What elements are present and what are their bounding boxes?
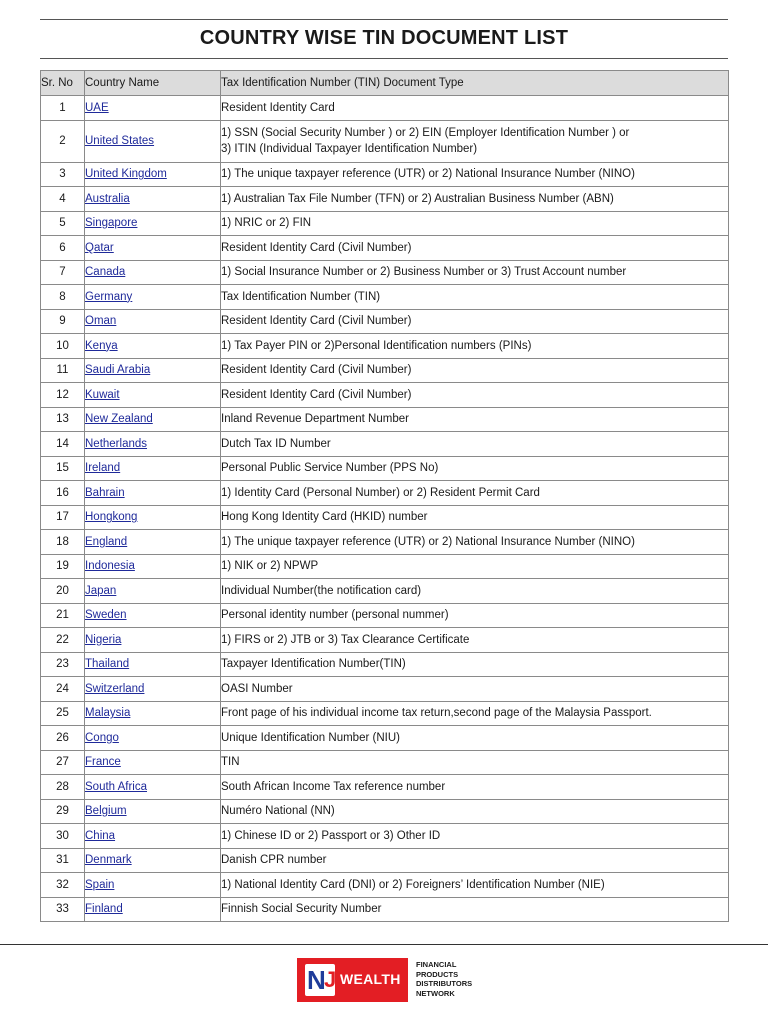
- sr-no-cell: 10: [41, 334, 85, 359]
- logo-tagline: [416, 960, 472, 998]
- tin-document-cell: [221, 481, 729, 506]
- tin-document-cell: [221, 187, 729, 212]
- tin-document-cell: [221, 726, 729, 751]
- table-row: [41, 309, 729, 334]
- table-row: [41, 824, 729, 849]
- tin-document-cell: [221, 873, 729, 898]
- table-row: [41, 260, 729, 285]
- title-rule: [40, 58, 728, 59]
- tin-document-cell: [221, 96, 729, 121]
- table-row: [41, 407, 729, 432]
- table-row: [41, 505, 729, 530]
- tin-document-cell: [221, 456, 729, 481]
- sr-no-cell: 7: [41, 260, 85, 285]
- country-link[interactable]: New Zealand: [85, 413, 153, 426]
- table-row: [41, 897, 729, 922]
- country-cell: [85, 285, 221, 310]
- tin-document-cell: [221, 775, 729, 800]
- sr-no-cell: 31: [41, 848, 85, 873]
- tin-document-cell: [221, 628, 729, 653]
- country-cell: [85, 187, 221, 212]
- tin-document-text: Individual Number(the notification card): [221, 584, 422, 597]
- table-row: [41, 211, 729, 236]
- sr-no-cell: 28: [41, 775, 85, 800]
- country-link[interactable]: Malaysia: [85, 707, 131, 720]
- country-link[interactable]: Australia: [85, 192, 130, 205]
- table-row: [41, 848, 729, 873]
- footer-rule: [0, 944, 768, 945]
- tagline-line: FINANCIAL: [416, 960, 457, 969]
- tin-document-text: OASI Number: [221, 682, 293, 695]
- tin-document-cell: [221, 285, 729, 310]
- nj-wealth-logo: [297, 958, 408, 1002]
- header-tin-document-type: Tax Identification Number (TIN) Document Type: [221, 71, 729, 96]
- header-country-name: Country Name: [85, 71, 221, 96]
- table-row: [41, 162, 729, 187]
- tin-document-text: Danish CPR number: [221, 854, 327, 867]
- sr-no-cell: 17: [41, 505, 85, 530]
- sr-no-cell: 22: [41, 628, 85, 653]
- country-link[interactable]: Denmark: [85, 854, 132, 867]
- country-cell: [85, 701, 221, 726]
- country-link[interactable]: Hongkong: [85, 511, 138, 524]
- country-link[interactable]: Canada: [85, 266, 126, 279]
- country-cell: [85, 260, 221, 285]
- country-cell: [85, 162, 221, 187]
- country-link[interactable]: Saudi Arabia: [85, 364, 151, 377]
- country-cell: [85, 848, 221, 873]
- tin-document-text: TIN: [221, 756, 240, 769]
- country-cell: [85, 897, 221, 922]
- sr-no-cell: 18: [41, 530, 85, 555]
- tin-document-text: 1) FIRS or 2) JTB or 3) Tax Clearance Certificate: [221, 633, 470, 646]
- sr-no-cell: 30: [41, 824, 85, 849]
- country-link[interactable]: Sweden: [85, 609, 127, 622]
- country-cell: [85, 236, 221, 261]
- tin-document-text: 1) Tax Payer PIN or 2)Personal Identification numbers (PINs): [221, 339, 532, 352]
- tin-document-text: South African Income Tax reference number: [221, 780, 446, 793]
- tin-document-table: [40, 70, 729, 922]
- country-cell: [85, 358, 221, 383]
- sr-no-cell: 25: [41, 701, 85, 726]
- tin-document-cell: [221, 334, 729, 359]
- table-row: [41, 96, 729, 121]
- tin-document-cell: [221, 603, 729, 628]
- country-link[interactable]: China: [85, 829, 116, 842]
- sr-no-cell: 32: [41, 873, 85, 898]
- country-link[interactable]: South Africa: [85, 780, 148, 793]
- tin-document-cell: [221, 505, 729, 530]
- tin-document-text: Dutch Tax ID Number: [221, 437, 331, 450]
- country-link[interactable]: Congo: [85, 731, 119, 744]
- country-link[interactable]: United States: [85, 135, 155, 147]
- table-row: [41, 726, 729, 751]
- sr-no-cell: 23: [41, 652, 85, 677]
- tin-document-text: Resident Identity Card (Civil Number): [221, 364, 412, 377]
- tin-document-text: Personal identity number (personal nummer): [221, 609, 449, 622]
- tagline-line: PRODUCTS: [416, 969, 459, 979]
- table-row: [41, 750, 729, 775]
- table-row: [41, 432, 729, 457]
- country-cell: [85, 775, 221, 800]
- sr-no-cell: 6: [41, 236, 85, 261]
- tin-document-cell: [221, 530, 729, 555]
- sr-no-cell: 14: [41, 432, 85, 457]
- country-cell: [85, 383, 221, 408]
- table-row: [41, 677, 729, 702]
- country-cell: [85, 750, 221, 775]
- table-row: [41, 456, 729, 481]
- country-link[interactable]: France: [85, 756, 121, 769]
- table-row: [41, 799, 729, 824]
- country-cell: [85, 407, 221, 432]
- country-cell: [85, 309, 221, 334]
- sr-no-cell: 5: [41, 211, 85, 236]
- tin-document-text: 1) NRIC or 2) FIN: [221, 217, 312, 230]
- country-cell: [85, 579, 221, 604]
- table-row: [41, 187, 729, 212]
- tin-document-text: Resident Identity Card (Civil Number): [221, 315, 412, 328]
- country-link[interactable]: Kenya: [85, 339, 118, 352]
- sr-no-cell: 15: [41, 456, 85, 481]
- sr-no-cell: 3: [41, 162, 85, 187]
- tin-document-text: Tax Identification Number (TIN): [221, 290, 381, 303]
- sr-no-cell: 2: [41, 120, 85, 162]
- tin-document-cell: [221, 579, 729, 604]
- country-cell: [85, 530, 221, 555]
- sr-no-cell: 8: [41, 285, 85, 310]
- table-row: [41, 358, 729, 383]
- country-link[interactable]: Japan: [85, 584, 117, 597]
- tin-document-text: Numéro National (NN): [221, 805, 335, 818]
- table-header-row: [41, 71, 729, 96]
- tin-document-text: Resident Identity Card (Civil Number): [221, 388, 412, 401]
- country-link[interactable]: Thailand: [85, 658, 130, 671]
- tin-document-text: 1) The unique taxpayer reference (UTR) or 2) National Insurance Number (NINO): [221, 535, 635, 548]
- country-link[interactable]: Spain: [85, 878, 115, 891]
- tin-document-cell: [221, 554, 729, 579]
- nj-logo-badge: [305, 964, 335, 996]
- country-link[interactable]: England: [85, 535, 128, 548]
- country-cell: [85, 554, 221, 579]
- table-row: [41, 775, 729, 800]
- country-cell: [85, 96, 221, 121]
- tin-document-text: Taxpayer Identification Number(TIN): [221, 658, 406, 671]
- country-link[interactable]: Indonesia: [85, 560, 135, 573]
- table-row: [41, 481, 729, 506]
- table-row: [41, 579, 729, 604]
- tin-document-cell: [221, 211, 729, 236]
- tin-document-cell: [221, 407, 729, 432]
- table-row: [41, 285, 729, 310]
- tin-document-text: Personal Public Service Number (PPS No): [221, 462, 439, 475]
- country-cell: [85, 505, 221, 530]
- table-row: [41, 383, 729, 408]
- country-cell: [85, 120, 221, 162]
- country-cell: [85, 481, 221, 506]
- tin-document-text: Front page of his individual income tax return,second page of the Malaysia Passport.: [221, 707, 652, 720]
- tin-document-text: 1) SSN (Social Security Number ) or 2) EIN (Employer Identification Number ) or: [221, 127, 630, 139]
- sr-no-cell: 21: [41, 603, 85, 628]
- table-row: [41, 530, 729, 555]
- tin-document-text-line2: 3) ITIN (Individual Taxpayer Identification Number): [221, 143, 478, 155]
- tin-document-text: Hong Kong Identity Card (HKID) number: [221, 511, 428, 524]
- country-cell: [85, 628, 221, 653]
- tin-document-cell: [221, 701, 729, 726]
- page-title: COUNTRY WISE TIN DOCUMENT LIST: [199, 27, 569, 49]
- sr-no-cell: 9: [41, 309, 85, 334]
- table-row: [41, 652, 729, 677]
- tin-document-text: 1) Chinese ID or 2) Passport or 3) Other ID: [221, 829, 441, 842]
- tagline-line: DISTRIBUTORS: [416, 979, 473, 988]
- table-row: [41, 873, 729, 898]
- tin-document-text: Finnish Social Security Number: [221, 903, 382, 916]
- tin-document-cell: [221, 358, 729, 383]
- country-link[interactable]: United Kingdom: [85, 168, 167, 181]
- country-link[interactable]: Germany: [85, 290, 133, 303]
- sr-no-cell: 13: [41, 407, 85, 432]
- sr-no-cell: 1: [41, 96, 85, 121]
- table-row: [41, 701, 729, 726]
- tin-document-text: 1) National Identity Card (DNI) or 2) Foreigners’ Identification Number (NIE): [221, 878, 605, 891]
- country-link[interactable]: Finland: [85, 903, 123, 916]
- tin-document-text: Unique Identification Number (NIU): [221, 731, 400, 744]
- country-link[interactable]: Qatar: [85, 241, 114, 254]
- country-cell: [85, 824, 221, 849]
- tin-document-cell: [221, 120, 729, 162]
- top-rule: [40, 19, 728, 20]
- country-cell: [85, 432, 221, 457]
- country-link[interactable]: Bahrain: [85, 486, 125, 499]
- table-body: [41, 96, 729, 922]
- sr-no-cell: 19: [41, 554, 85, 579]
- logo-wordmark: WEALTH: [340, 971, 401, 987]
- country-link[interactable]: Singapore: [85, 217, 138, 230]
- table-row: [41, 554, 729, 579]
- tin-document-cell: [221, 162, 729, 187]
- sr-no-cell: 4: [41, 187, 85, 212]
- tin-document-text: Resident Identity Card: [221, 101, 335, 114]
- tin-document-text: 1) Social Insurance Number or 2) Business Number or 3) Trust Account number: [221, 266, 627, 279]
- country-link[interactable]: Nigeria: [85, 633, 122, 646]
- header-sr-no: Sr. No: [41, 71, 85, 96]
- country-cell: [85, 603, 221, 628]
- sr-no-cell: 24: [41, 677, 85, 702]
- logo-letter-n: N: [307, 965, 326, 995]
- sr-no-cell: 12: [41, 383, 85, 408]
- country-link[interactable]: Kuwait: [85, 388, 120, 401]
- country-link[interactable]: Switzerland: [85, 682, 145, 695]
- sr-no-cell: 29: [41, 799, 85, 824]
- tin-document-cell: [221, 383, 729, 408]
- table-row: [41, 628, 729, 653]
- country-cell: [85, 456, 221, 481]
- country-cell: [85, 211, 221, 236]
- country-cell: [85, 652, 221, 677]
- tin-document-cell: [221, 432, 729, 457]
- sr-no-cell: 11: [41, 358, 85, 383]
- country-link[interactable]: Oman: [85, 315, 117, 328]
- tin-document-cell: [221, 750, 729, 775]
- logo-letter-j: J: [324, 967, 337, 992]
- tin-document-text: Inland Revenue Department Number: [221, 413, 409, 426]
- table-row: [41, 120, 729, 162]
- tin-document-cell: [221, 677, 729, 702]
- table-row: [41, 603, 729, 628]
- sr-no-cell: 20: [41, 579, 85, 604]
- tin-document-cell: [221, 236, 729, 261]
- country-link[interactable]: Netherlands: [85, 437, 148, 450]
- tin-document-text: 1) The unique taxpayer reference (UTR) or 2) National Insurance Number (NINO): [221, 168, 635, 181]
- country-link[interactable]: Belgium: [85, 805, 127, 818]
- tin-document-cell: [221, 897, 729, 922]
- country-cell: [85, 677, 221, 702]
- country-cell: [85, 334, 221, 359]
- tin-document-cell: [221, 799, 729, 824]
- tin-document-cell: [221, 824, 729, 849]
- country-cell: [85, 873, 221, 898]
- table-row: [41, 334, 729, 359]
- country-link[interactable]: Ireland: [85, 462, 121, 475]
- tin-document-text: Resident Identity Card (Civil Number): [221, 241, 412, 254]
- tin-document-cell: [221, 652, 729, 677]
- table-row: [41, 236, 729, 261]
- tin-document-cell: [221, 260, 729, 285]
- sr-no-cell: 27: [41, 750, 85, 775]
- country-cell: [85, 799, 221, 824]
- tin-document-cell: [221, 848, 729, 873]
- tin-document-text: 1) Identity Card (Personal Number) or 2) Resident Permit Card: [221, 486, 540, 499]
- sr-no-cell: 16: [41, 481, 85, 506]
- sr-no-cell: 26: [41, 726, 85, 751]
- tin-document-text: 1) NIK or 2) NPWP: [221, 560, 319, 573]
- tagline-line: NETWORK: [416, 988, 455, 998]
- sr-no-cell: 33: [41, 897, 85, 922]
- country-cell: [85, 726, 221, 751]
- tin-document-cell: [221, 309, 729, 334]
- tin-document-text: 1) Australian Tax File Number (TFN) or 2) Australian Business Number (ABN): [221, 192, 614, 205]
- country-link[interactable]: UAE: [85, 101, 109, 114]
